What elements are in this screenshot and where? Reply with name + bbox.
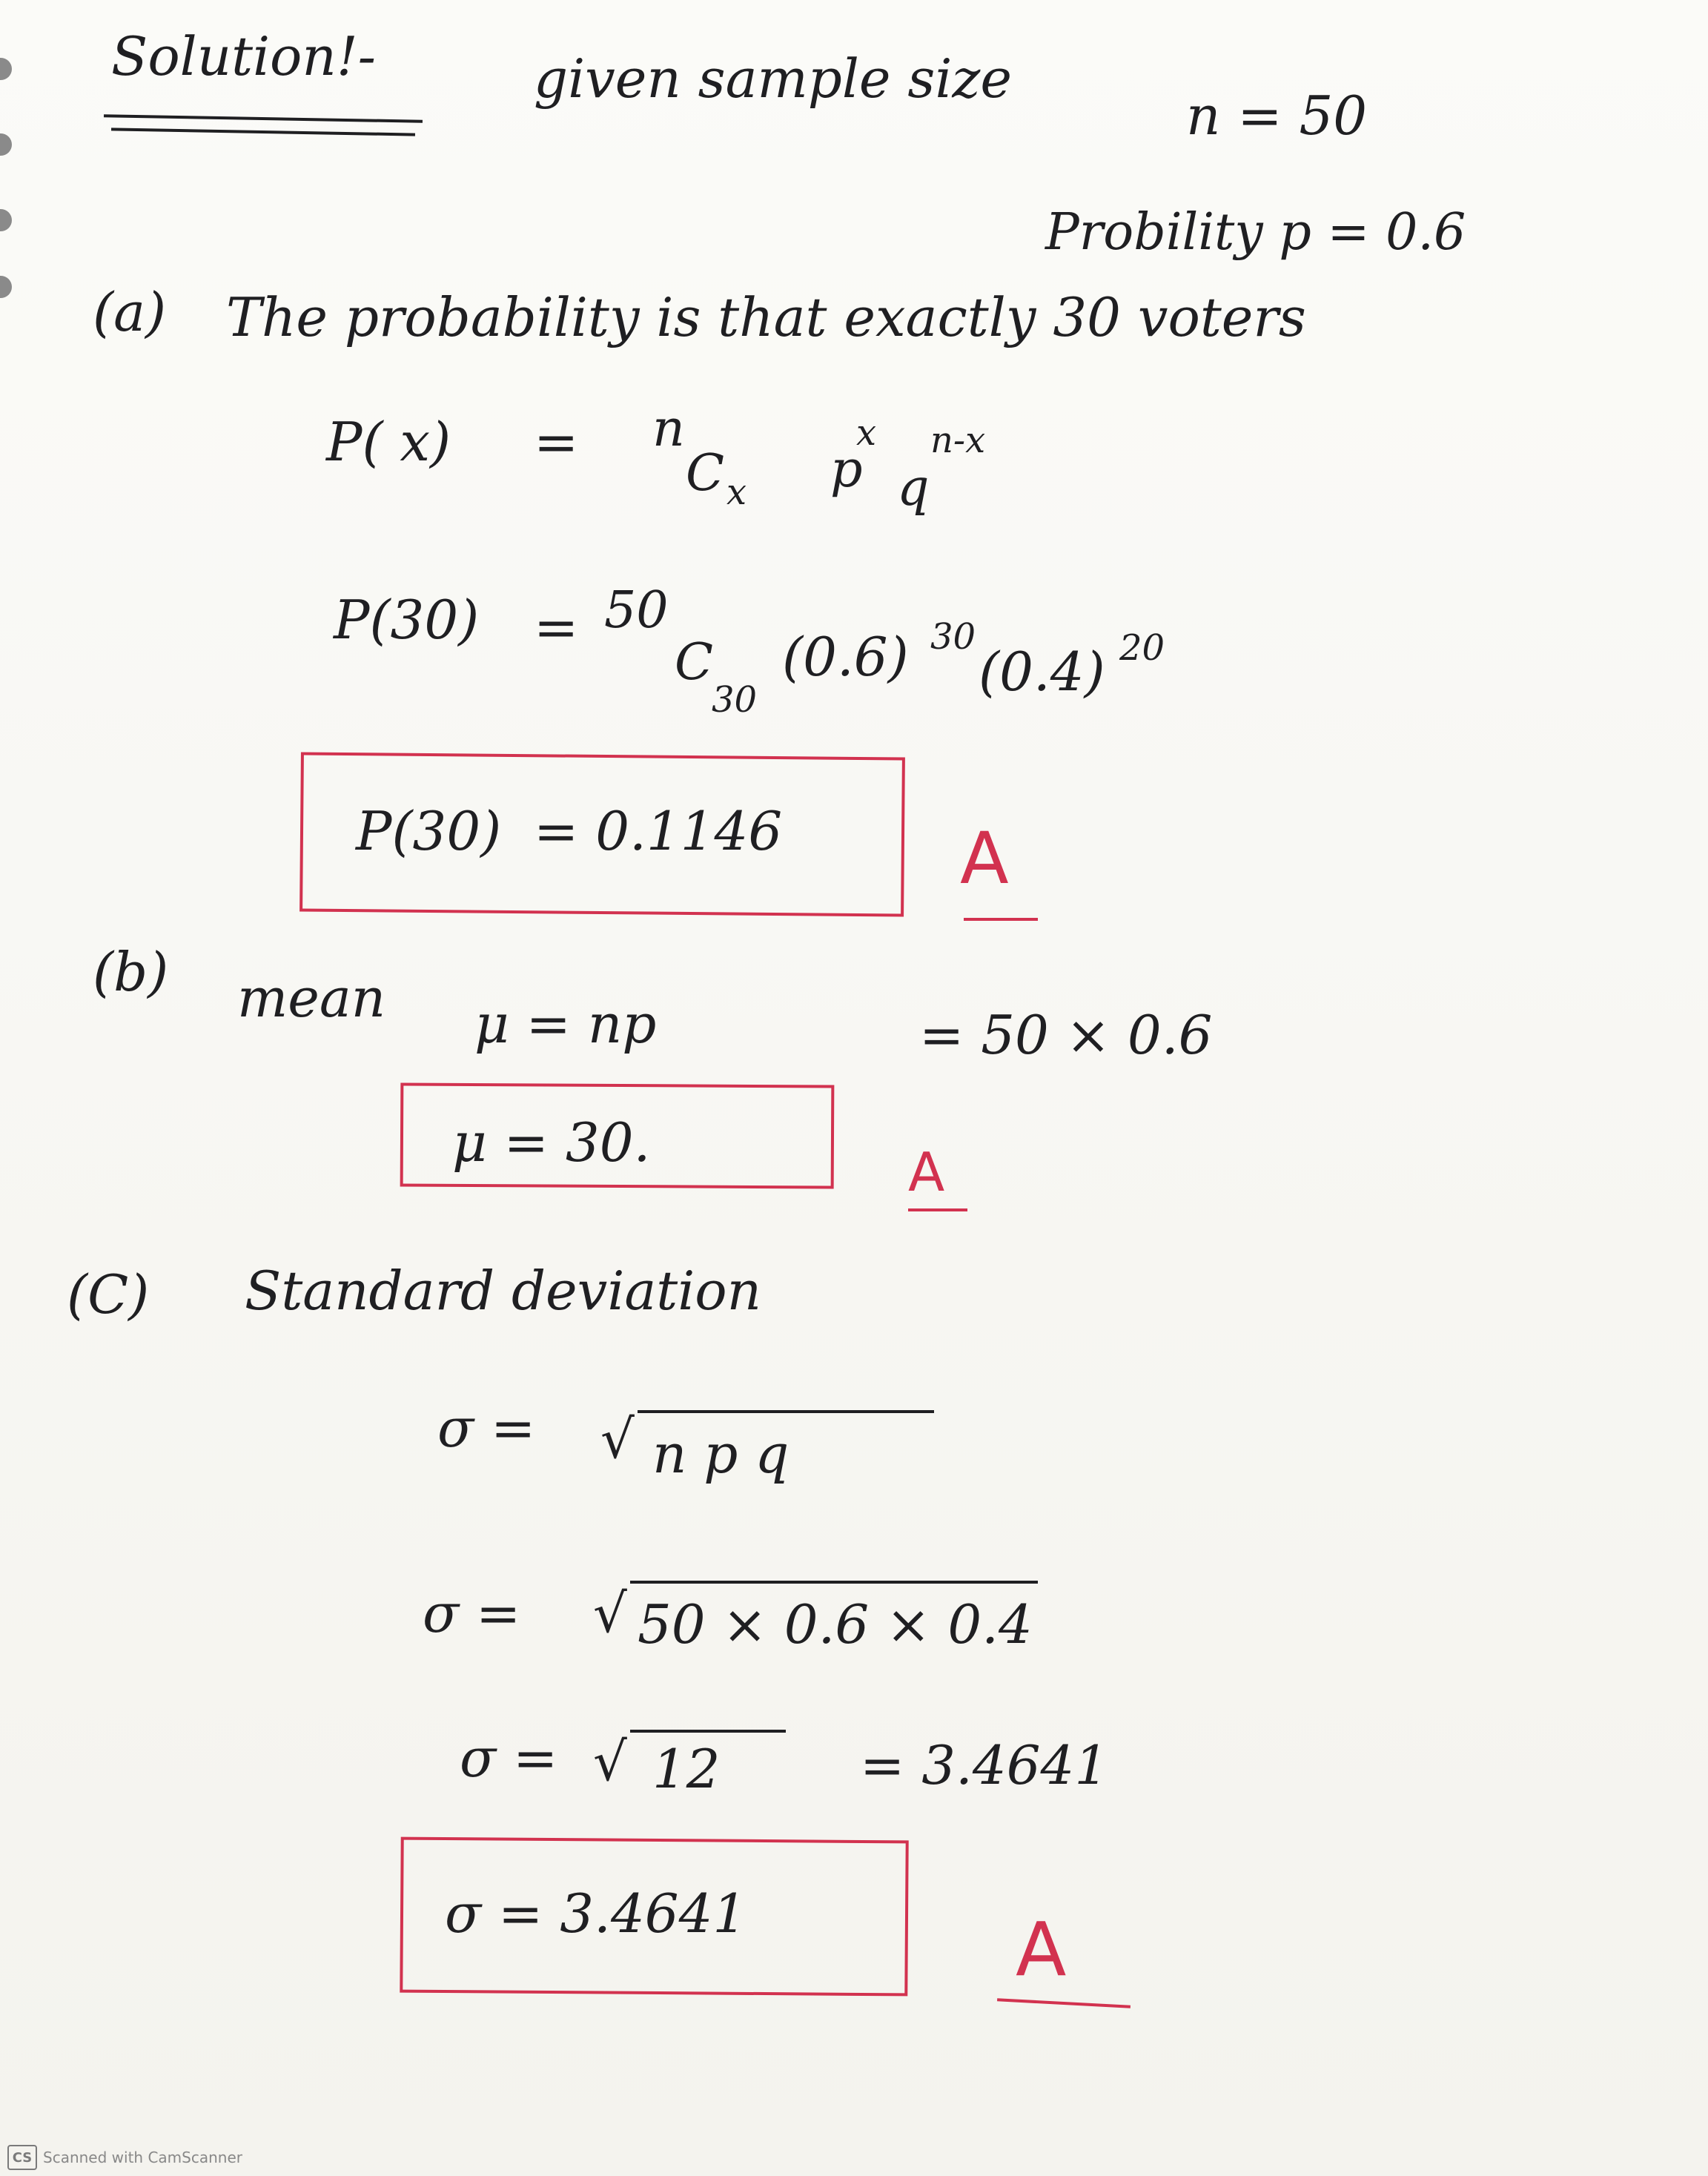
camscanner-logo: CS <box>7 2145 37 2170</box>
formula-eq: = <box>534 411 579 473</box>
given-text: given sample size <box>534 47 1012 110</box>
part-b-label: (b) <box>93 941 169 1003</box>
formula-x-sub: x <box>726 472 747 513</box>
sub-p: (0.6) <box>782 626 909 688</box>
heading-underline <box>111 128 415 136</box>
std-sqrt-rhs: 12 <box>652 1738 721 1800</box>
formula-c: C <box>686 444 725 503</box>
probability-given: Probility p = 0.6 <box>1045 203 1466 262</box>
std-sqrt-lhs: σ = <box>460 1727 558 1789</box>
sub-q-exp: 20 <box>1119 627 1165 669</box>
part-c-label: (C) <box>67 1263 150 1326</box>
sub-eq: = <box>534 596 579 658</box>
formula-lhs: P( x) <box>326 411 451 473</box>
sub-lhs: P(30) <box>334 589 480 651</box>
watermark-text: Scanned with CamScanner <box>43 2149 242 2166</box>
sqrt-symbol: √ <box>600 1408 635 1470</box>
scanner-watermark <box>7 2145 242 2170</box>
mean-word: mean <box>237 967 386 1029</box>
answer-mark-b: A <box>908 1141 945 1203</box>
formula-n: n <box>652 400 685 458</box>
binding-hole <box>0 276 12 298</box>
formula-x-sup: x <box>856 412 877 454</box>
answer-mark-underline <box>908 1208 967 1211</box>
std-sqrt-result: = 3.4641 <box>860 1734 1109 1796</box>
sqrt-bar <box>638 1410 934 1413</box>
binding-hole <box>0 133 12 156</box>
sub-q: (0.4) <box>979 641 1105 703</box>
std-sub-rhs: 50 × 0.6 × 0.4 <box>638 1593 1033 1656</box>
sub-50: 50 <box>604 581 669 640</box>
answer-a-value: = 0.1146 <box>534 800 783 862</box>
part-a-label: (a) <box>93 281 167 343</box>
heading-underline <box>104 114 423 123</box>
std-sub-lhs: σ = <box>423 1582 521 1644</box>
part-a-statement: The probability is that exactly 30 voters <box>226 286 1306 348</box>
sqrt-symbol: √ <box>593 1582 627 1644</box>
mean-formula: μ = np <box>474 993 657 1055</box>
answer-mark-c: A <box>1016 1906 1067 1993</box>
std-formula-lhs: σ = <box>437 1397 536 1459</box>
answer-c: σ = 3.4641 <box>445 1882 747 1945</box>
answer-a-lhs: P(30) <box>356 800 502 862</box>
answer-mark-underline <box>997 1998 1131 2008</box>
sub-30: 30 <box>712 679 758 721</box>
sqrt-bar <box>630 1581 1038 1584</box>
sqrt-symbol: √ <box>593 1730 627 1793</box>
std-dev-word: Standard deviation <box>245 1260 761 1322</box>
answer-mark-underline <box>964 918 1038 921</box>
sqrt-bar <box>630 1730 786 1733</box>
sub-c: C <box>675 633 714 692</box>
binding-hole <box>0 209 12 231</box>
mean-calc: = 50 × 0.6 <box>919 1004 1213 1066</box>
solution-heading: Solution!- <box>111 25 377 87</box>
answer-b: μ = 30. <box>452 1111 651 1174</box>
formula-exponent: n-x <box>930 420 986 461</box>
binding-hole <box>0 58 12 80</box>
answer-mark-a: A <box>960 817 1009 900</box>
n-value: n = 50 <box>1186 85 1368 147</box>
formula-p: p <box>830 440 863 499</box>
std-formula-rhs: n p q <box>652 1423 790 1485</box>
formula-q: q <box>897 459 930 517</box>
sub-p-exp: 30 <box>930 616 976 658</box>
